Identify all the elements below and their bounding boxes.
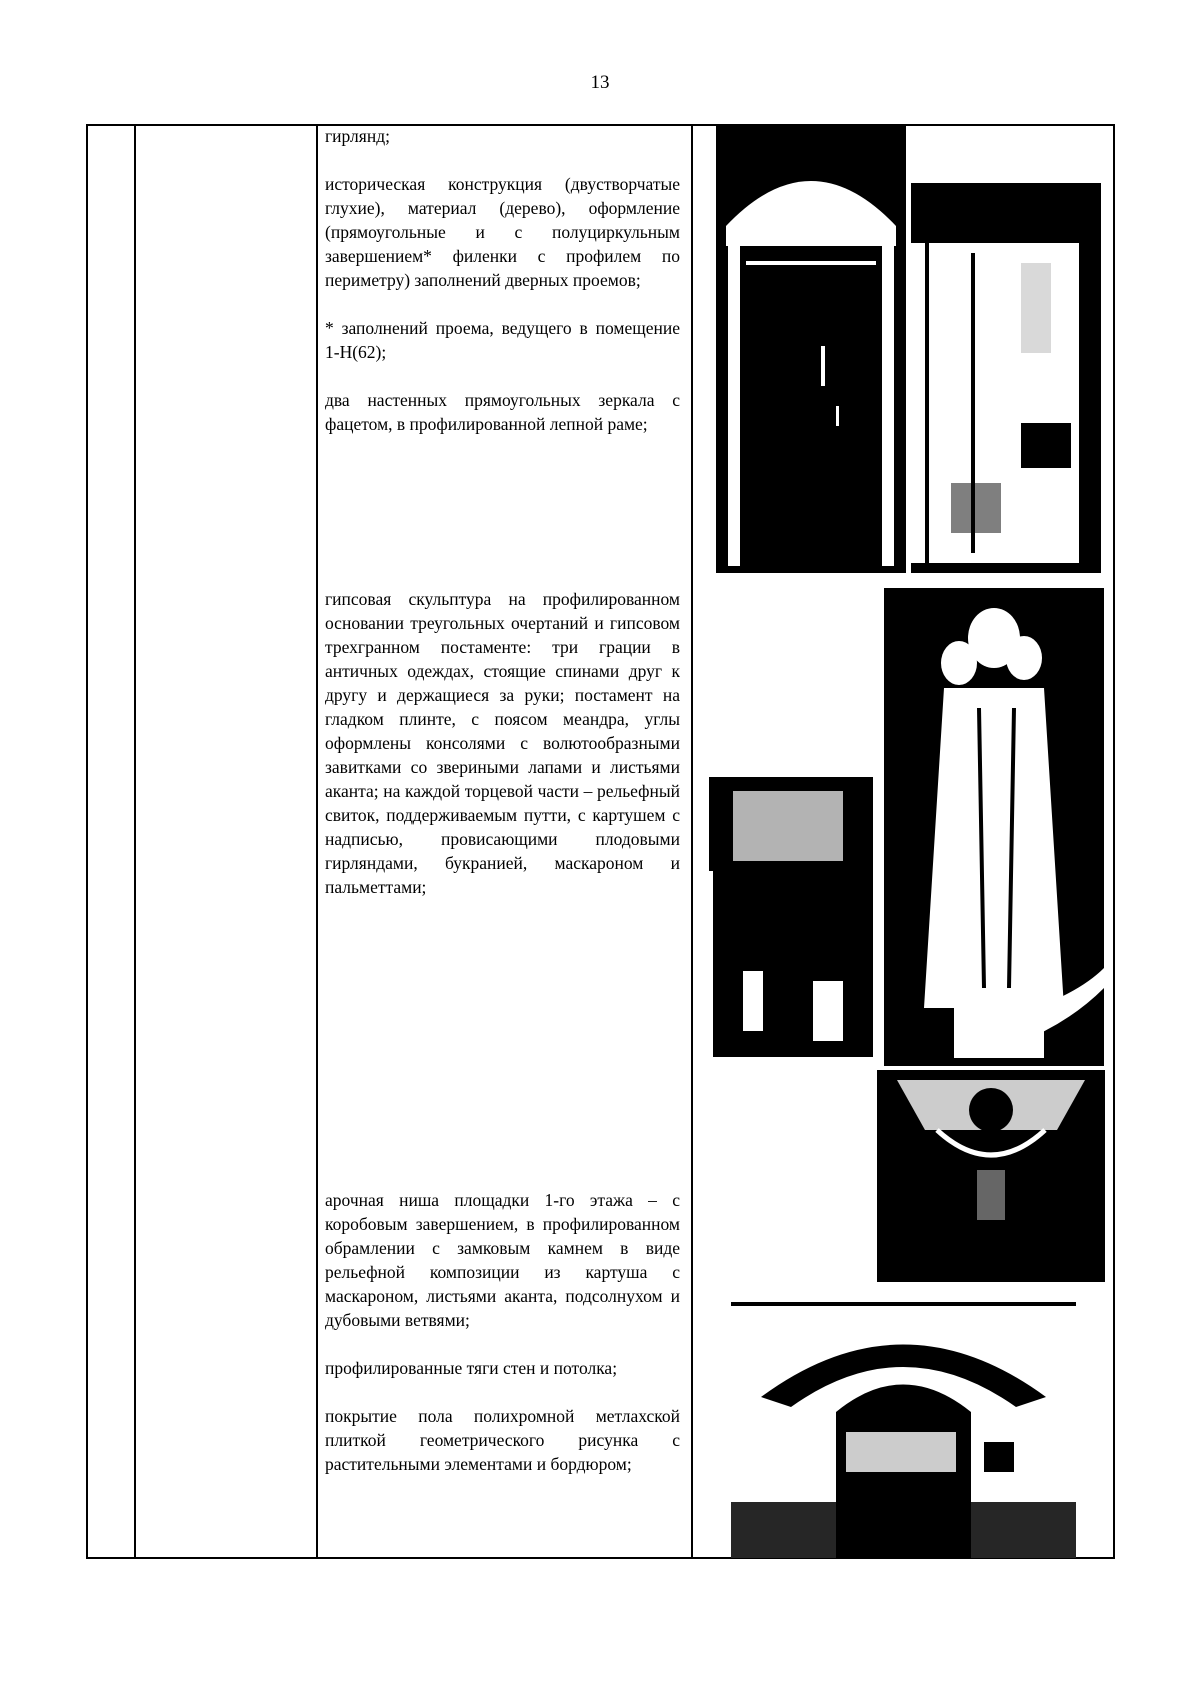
column-divider-1 <box>134 126 136 1557</box>
column-divider-3 <box>691 126 693 1557</box>
text-paragraph: гипсовая скульптура на профилированном основании треугольных очертаний и гипсовом трехгранном постаменте: три грации в античных одеждах, стоящие спинами друг к другу и держащиеся за руки; постамент на гладком плинте, с поясом меандра, углы оформлены консолями с волютообразными завитками со звериными лапами и листьями аканта; на каждой торцевой части – рельефный свиток, поддерживаемым путти, с картушем с надписью, провисающими плодовыми гирляндами, букранией, маскароном и пальметтами; <box>325 589 680 897</box>
text-paragraph: арочная ниша площадки 1-го этажа – с коробовым завершением, в профилированном обрамлении с замковым камнем в виде рельефной композиции из картуша с маскароном, листьями аканта, подсолнухом и дубовыми ветвями; <box>325 1190 680 1330</box>
text-block-niche-floor <box>325 1188 680 1476</box>
photo-arched-doorway <box>731 1302 1076 1558</box>
photo-three-graces-sculpture <box>884 588 1104 1066</box>
text-paragraph: профилированные тяги стен и потолка; <box>325 1358 618 1378</box>
text-paragraph: * заполнений проема, ведущего в помещение 1-Н(62); <box>325 318 680 362</box>
text-paragraph: покрытие пола полихромной метлахской плиткой геометрического рисунка с растительными элементами и бордюром; <box>325 1406 680 1474</box>
text-paragraph: гирлянд; <box>325 126 390 146</box>
photo-pedestal-relief <box>877 1070 1105 1282</box>
text-paragraph: историческая конструкция (двустворчатые глухие), материал (дерево), оформление (прямоугольные и с полуциркульным завершением* филенки с профилем по периметру) заполнений дверных проемов; <box>325 174 680 290</box>
column-divider-2 <box>316 126 318 1557</box>
photo-door-ornamental-top <box>716 126 906 573</box>
photo-door-white-panels <box>911 183 1101 573</box>
text-paragraph: два настенных прямоугольных зеркала с фацетом, в профилированной лепной раме; <box>325 390 680 434</box>
page-number: 13 <box>590 72 610 93</box>
text-block-sculpture <box>325 587 680 899</box>
text-block-doors-mirrors <box>325 124 680 436</box>
photo-arched-niche-interior <box>703 771 879 1069</box>
